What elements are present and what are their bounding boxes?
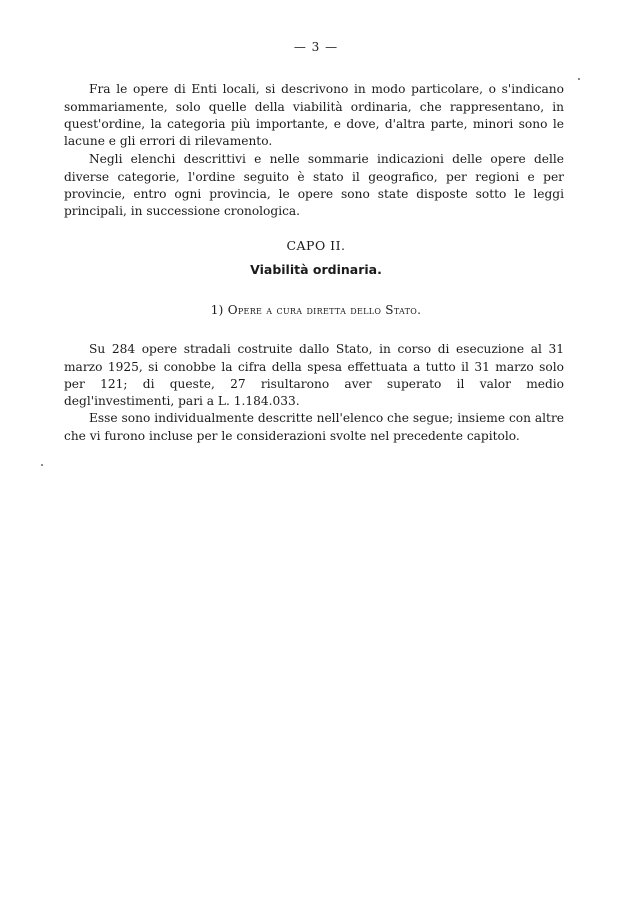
scan-speck [41,464,43,466]
chapter-label: CAPO II. [286,238,346,253]
intro-paragraph-2: Negli elenchi descrittivi e nelle sommarie indicazioni delle opere delle diverse categorie, l'ordine seguito è stato il geografico, per regioni e per provincie, entro ogni provincia, le opere sono state disposte sotto le leggi principali, in successione cronologica. [64,152,564,219]
page-number: — 3 — [293,40,339,54]
scan-speck [578,78,580,80]
section-paragraph-1: Su 284 opere stradali costruite dallo Stato, in corso di esecuzione al 31 marzo 1925, si conobbe la cifra della spesa effettuata a tutto il 31 marzo solo per 121; di queste, 27 risultarono aver superato il valor medio degl'investimenti, pari a L. 1.184.033. [64,342,564,409]
chapter-title: Viabilità ordinaria. [250,262,382,277]
intro-paragraph-1: Fra le opere di Enti locali, si descrivono in modo particolare, o s'indicano sommariamente, solo quelle della viabilità ordinaria, che rappresentano, in quest'ordine, la categoria più importante, e dove, d'altra parte, minori sono le lacune e gli errori di rilevamento. [64,82,564,149]
section-paragraph-2: Esse sono individualmente descritte nell'elenco che segue; insieme con altre che vi furono incluse per le considerazioni svolte nel precedente capitolo. [64,411,564,443]
section-heading: 1) Opere a cura diretta dello Stato. [210,303,422,317]
